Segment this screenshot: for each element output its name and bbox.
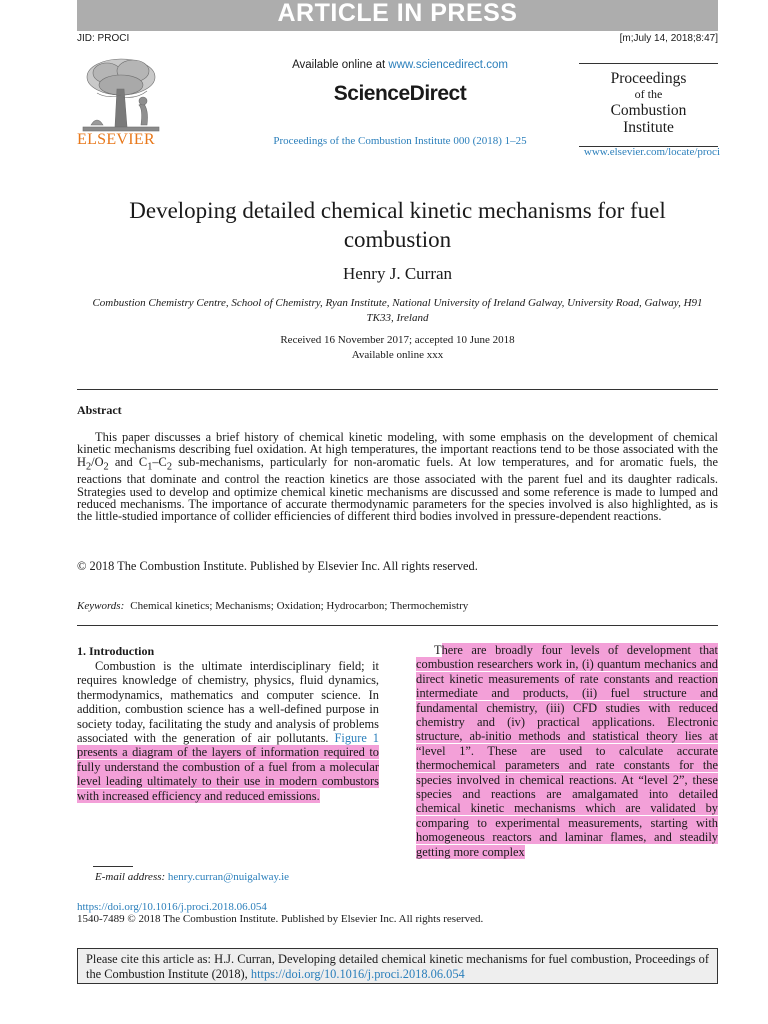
citation-text: Please cite this article as: H.J. Curran, Developing detailed chemical kinetic mechanisms for fuel combustion, Proceedings of the Combustion Institute (2018),	[86, 952, 709, 981]
author-name: Henry J. Curran	[342, 264, 453, 283]
keywords-list: Chemical kinetics; Mechanisms; Oxidation; Hydrocarbon; Thermochemistry	[130, 600, 469, 612]
journal-id: JID: PROCI	[77, 33, 130, 44]
highlighted-text-left: presents a diagram of the layers of information required to fully understand the combustion of a fuel from a molecular level leading ultimately to their use in modern combustors with increased efficiency and reduced emissions.	[77, 745, 379, 803]
introduction-heading: 1. Introduction	[77, 644, 155, 658]
abstract-text: This paper discusses a brief history of chemical kinetic modeling, with some emphasis on the development of chemical kinetic mechanisms describing fuel oxidation. At high temperatures, the important reactions tend to be those associated with the $H_2/O_2$ and $C_1-C_2$ sub-mechanisms, particularly for non-aromatic fuels. At low temperatures, and for aromatic fuels, the reactions that dominate and control the reaction kinetics are those associated with the parent fuel and its daughter radicals. Strategies used to develop and optimize chemical kinetic mechanisms are discussed and some reference is made to lumped and reduced mechanisms. The importance of accurate thermodynamic parameters for the species involved is also highlighted, as is the little-studied importance of collider efficiencies of different third bodies involved in pressure-dependent reactions.	[77, 430, 718, 524]
journal-title-line1: Proceedings	[610, 70, 687, 87]
divider-bottom	[77, 625, 718, 626]
journal-citation-line[interactable]: Proceedings of the Combustion Institute 000 (2018) 1–25	[273, 135, 527, 147]
footnote-rule	[93, 866, 133, 867]
sciencedirect-link[interactable]: www.sciencedirect.com	[388, 59, 508, 71]
elsevier-wordmark: ELSEVIER	[77, 131, 155, 148]
journal-title-line2: of the	[634, 87, 663, 101]
journal-title-line4: Institute	[623, 119, 674, 136]
article-dates	[77, 333, 718, 363]
abstract-copyright: © 2018 The Combustion Institute. Published by Elsevier Inc. All rights reserved.	[77, 559, 478, 573]
sciencedirect-wordmark: ScienceDirect	[333, 82, 467, 105]
journal-title-box	[579, 63, 718, 147]
timestamp: [m;July 14, 2018;8:47]	[619, 33, 718, 44]
intro-column-right: There are broadly four levels of development that combustion researchers work in, (i) quantum mechanics and direct kinetic measurements of rate constants and reaction intermediate and products, (ii) fuel structure and fundamental chemistry, (iii) CFD studies with reduced chemistry and (iv) practical applications. Electronic structure, ab-initio methods and statistical theory lies at “level 1”. These are used to calculate accurate thermochemical parameters and rate constants for the species involved in chemical reactions. At “level 2”, these species and reactions are amalgamated into detailed chemical kinetic mechanisms which are validated by comparing to experimental measurements, starting with homogeneous reactors and laminar flames, and steadily getting more complex	[416, 643, 718, 859]
highlighted-text-right: here are broadly four levels of development that combustion researchers work in, (i) quantum mechanics and direct kinetic measurements of rate constants and reaction intermediate and products, (ii) fuel structure and fundamental chemistry, (iii) CFD studies with reduced chemistry and (iv) practical applications. Electronic structure, ab-initio methods and statistical theory lies at “level 1”. These are used to calculate accurate thermochemical parameters and rate constants for the species involved in chemical reactions. At “level 2”, these species and reactions are amalgamated into detailed chemical kinetic mechanisms which are validated by comparing to experimental measurements, starting with homogeneous reactors and laminar flames, and steadily getting more complex	[416, 643, 718, 859]
author-email-link[interactable]: henry.curran@nuigalway.ie	[167, 871, 290, 883]
figure-1-link[interactable]: Figure 1	[334, 731, 379, 746]
journal-homepage-link[interactable]: www.elsevier.com/locate/proci	[583, 146, 720, 158]
citation-box	[77, 948, 718, 984]
author-affiliation: Combustion Chemistry Centre, School of Chemistry, Ryan Institute, National University of Ireland Galway, University Road, Galway, H91 TK33, Ireland	[92, 297, 703, 324]
divider-top	[77, 389, 718, 390]
available-date: Available online xxx	[351, 349, 444, 361]
journal-title-line3: Combustion	[610, 102, 687, 119]
intro-column-left: Combustion is the ultimate interdisciplinary field; it requires knowledge of chemistry, physics, fluid dynamics, thermodynamics, mathematics and computer science. In addition, combustion science has a well-defined purpose in society today, facilitating the study and analysis of problems associated with the generation of air pollutants. Figure 1 presents a diagram of the layers of information required to fully understand the combustion of a fuel from a molecular level leading ultimately to their use in modern combustors with increased efficiency and reduced emissions.	[77, 659, 379, 803]
received-date: Received 16 November 2017; accepted 10 June 2018	[280, 334, 515, 346]
keywords-line	[77, 600, 468, 612]
citation-doi-link[interactable]: https://doi.org/10.1016/j.proci.2018.06.054	[250, 966, 465, 981]
available-online-line	[240, 59, 560, 71]
keywords-label: Keywords:	[77, 600, 125, 612]
available-prefix: Available online at	[292, 59, 386, 71]
author-email-line: E-mail address: henry.curran@nuigalway.ie	[95, 871, 290, 883]
article-title: Developing detailed chemical kinetic mechanisms for fuel combustion	[129, 198, 666, 252]
article-in-press-banner: ARTICLE IN PRESS	[77, 0, 718, 31]
issn-copyright: 1540-7489 © 2018 The Combustion Institute. Published by Elsevier Inc. All rights reserved.	[77, 913, 484, 925]
doi-link[interactable]: https://doi.org/10.1016/j.proci.2018.06.054	[77, 901, 267, 913]
abstract-heading: Abstract	[77, 403, 122, 417]
